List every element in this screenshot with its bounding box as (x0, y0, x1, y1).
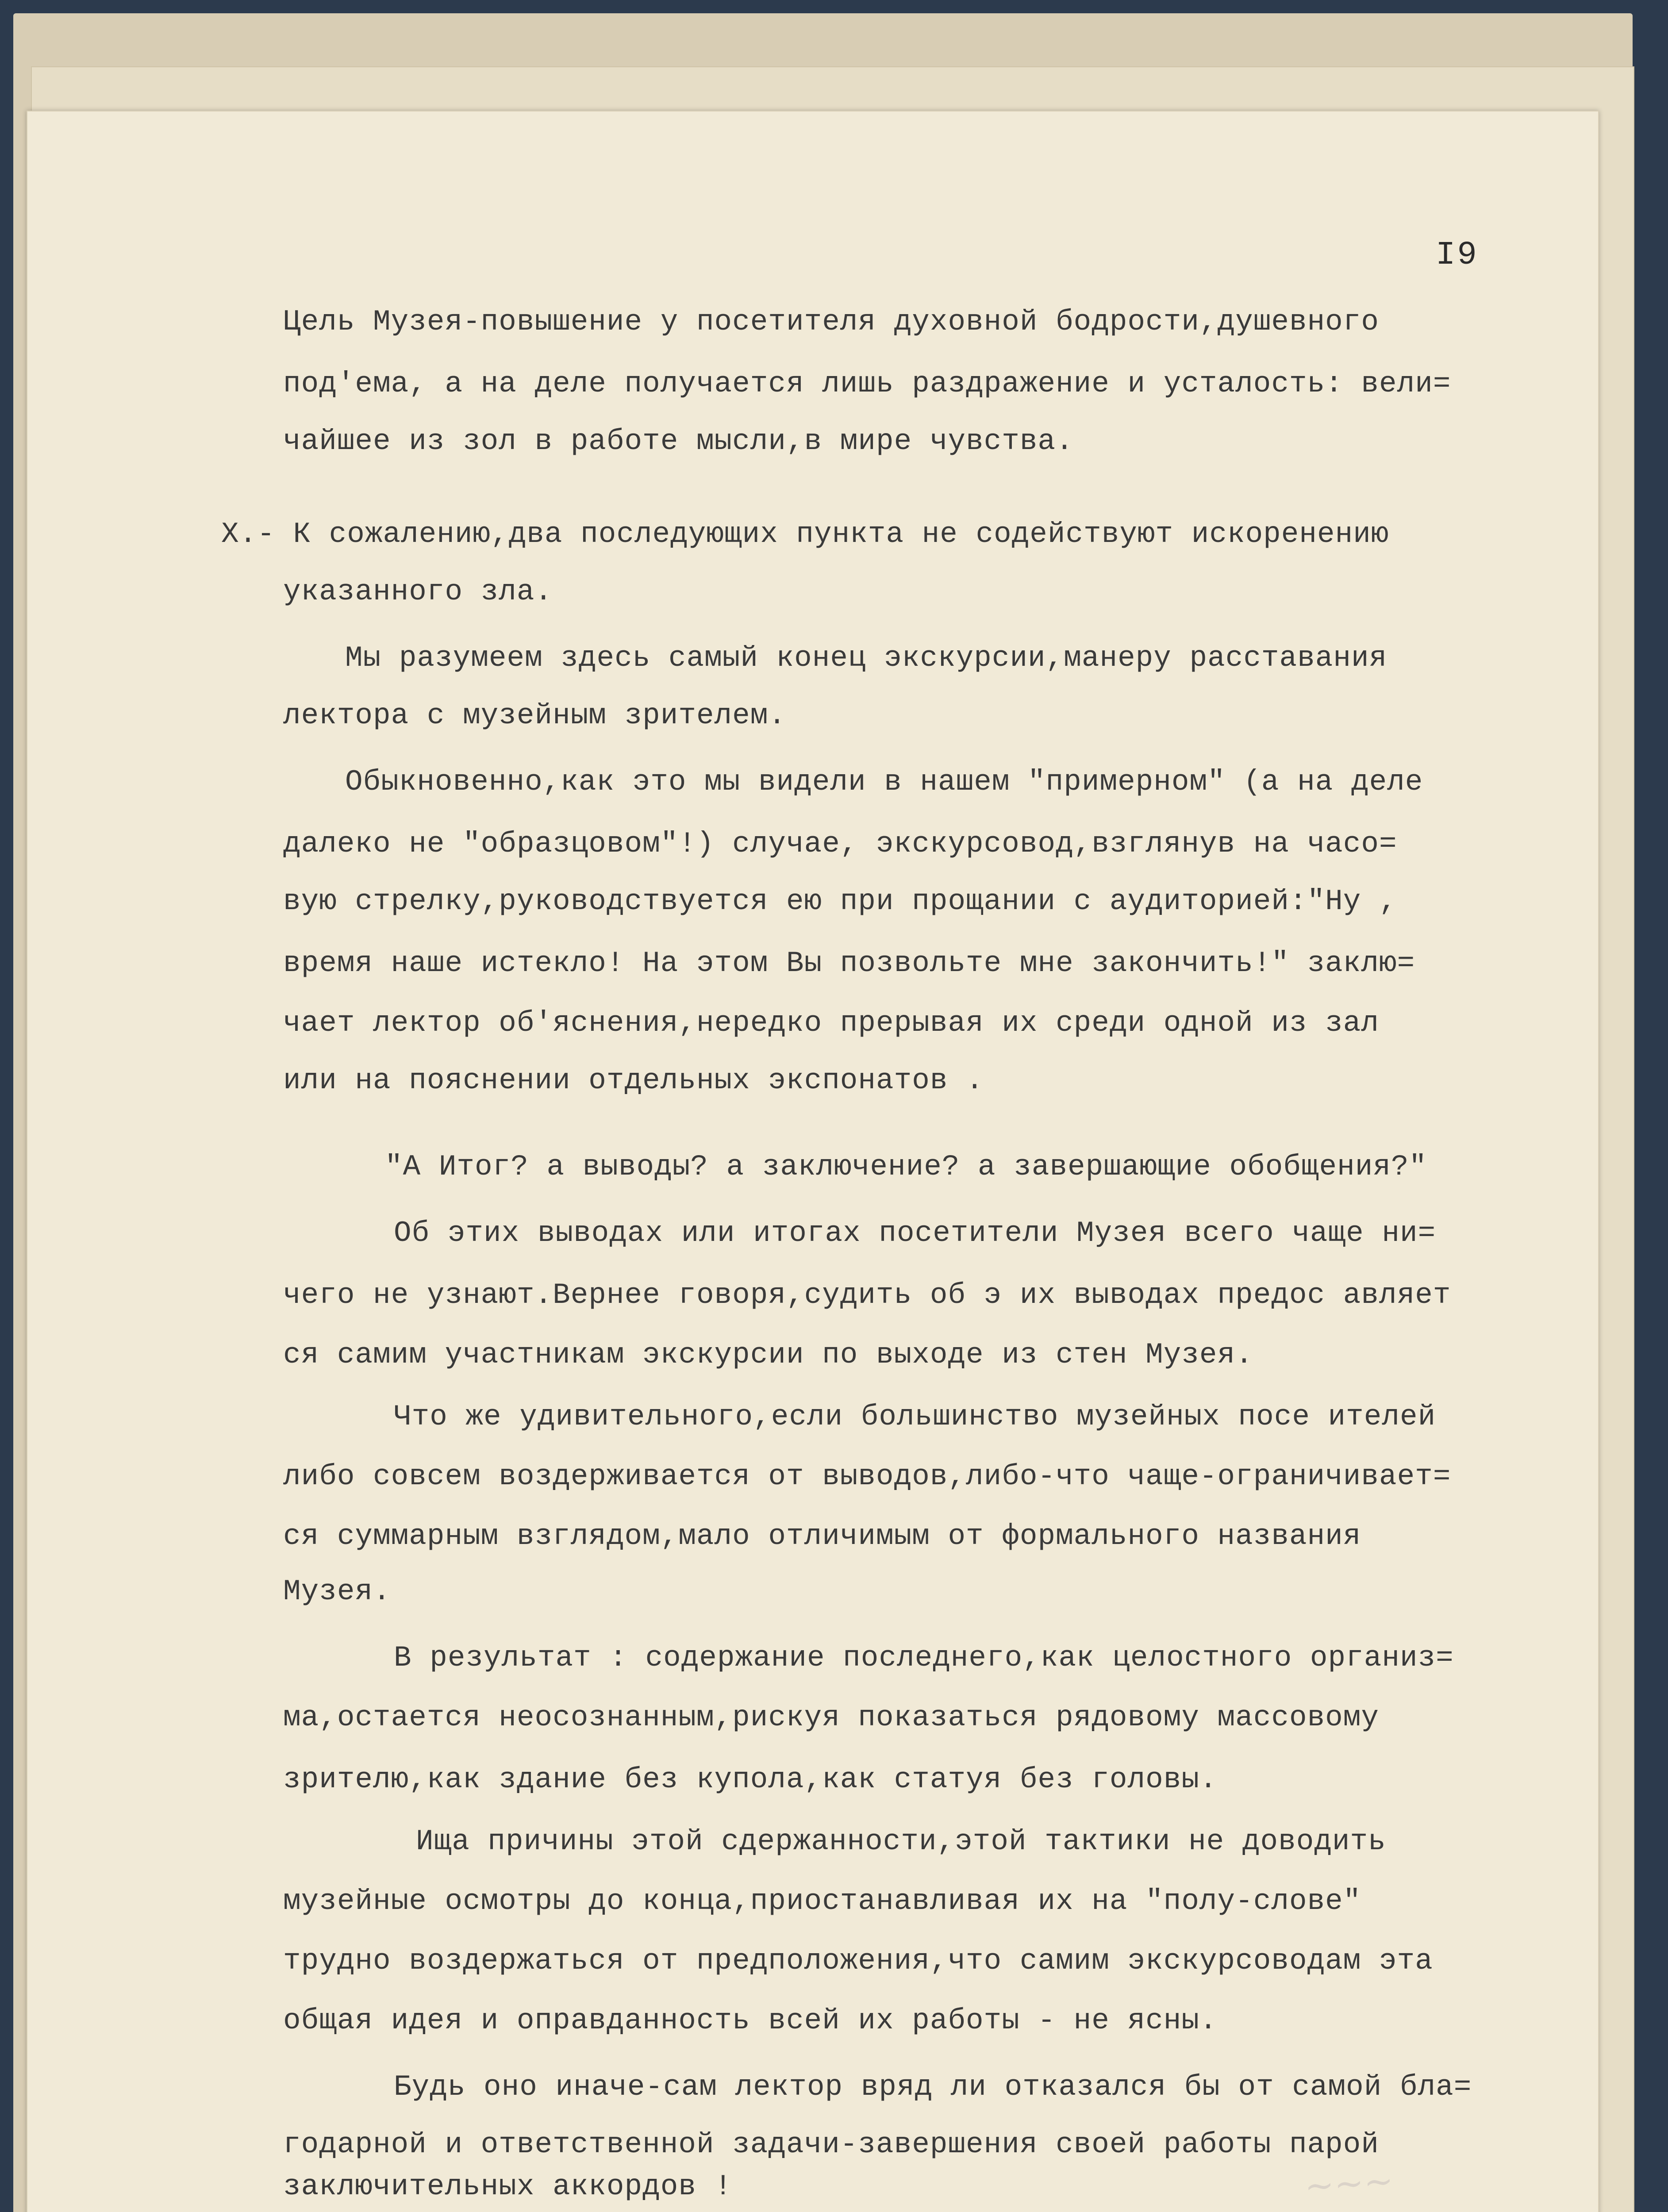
text-line: Цель Музея-повышение у посетителя духовной бодрости,душевного (283, 305, 1379, 338)
text-line: ся суммарным взглядом,мало отличимым от формального названия (283, 1520, 1361, 1553)
faded-signature-mark: ~~~ (1303, 2160, 1395, 2207)
text-line: чайшее из зол в работе мысли,в мире чувства. (283, 425, 1074, 458)
text-line: Об этих выводах или итогах посетители Музея всего чаще ни= (394, 1217, 1436, 1250)
text-line: время наше истекло! На этом Вы позвольте мне закончить!" заклю= (283, 947, 1415, 980)
text-line: вую стрелку,руководствуется ею при прощании с аудиторией:"Ну , (283, 885, 1397, 918)
text-line: ма,остается неосознанным,рискуя показаться рядовому массовому (283, 1701, 1379, 1734)
text-line: далеко не "образцовом"!) случае, экскурсовод,взглянув на часо= (283, 827, 1397, 860)
text-line: Х.- К сожалению,два последующих пункта не содействуют искоренению (221, 518, 1389, 551)
text-line: В результат : содержание последнего,как целостного организ= (394, 1641, 1454, 1674)
text-line: Мы разумеем здесь самый конец экскурсии,манеру расставания (345, 641, 1387, 675)
text-line: годарной и ответственной задачи-завершения своей работы парой (283, 2128, 1379, 2161)
text-line: или на пояснении отдельных экспонатов . (283, 1064, 984, 1097)
text-line: указанного зла. (283, 575, 553, 608)
text-line: трудно воздержаться от предположения,что самим экскурсоводам эта (283, 1944, 1433, 1978)
text-line: музейные осмотры до конца,приостанавливая их на "полу-слове" (283, 1885, 1361, 1918)
text-line: Будь оно иначе-сам лектор вряд ли отказался бы от самой бла= (394, 2070, 1472, 2104)
text-line: Музея. (283, 1575, 391, 1608)
text-line: либо совсем воздерживается от выводов,либо-что чаще-ограничивает= (283, 1460, 1451, 1493)
text-line: чего не узнают.Вернее говоря,судить об э их выводах предос авляет (283, 1279, 1451, 1312)
text-line: общая идея и оправданность всей их работы - не ясны. (283, 2004, 1218, 2037)
text-line: "А Итог? а выводы? а заключение? а завершающие обобщения?" (385, 1150, 1427, 1183)
text-line: лектора с музейным зрителем. (283, 699, 786, 732)
text-line: зрителю,как здание без купола,как статуя без головы. (283, 1763, 1218, 1796)
text-line: под'ема, а на деле получается лишь раздражение и усталость: вели= (283, 367, 1451, 400)
text-line: ся самим участникам экскурсии по выходе из стен Музея. (283, 1338, 1253, 1371)
text-line: Ища причины этой сдержанности,этой тактики не доводить (416, 1825, 1386, 1858)
text-line: чает лектор об'яснения,нередко прерывая их среди одной из зал (283, 1006, 1379, 1040)
text-line: Обыкновенно,как это мы видели в нашем "примерном" (а на деле (345, 765, 1423, 799)
text-line: заключительных аккордов ! (283, 2170, 733, 2203)
text-line: Что же удивительного,если большинство музейных посе ителей (394, 1400, 1436, 1433)
page-number: I9 (1436, 237, 1479, 274)
